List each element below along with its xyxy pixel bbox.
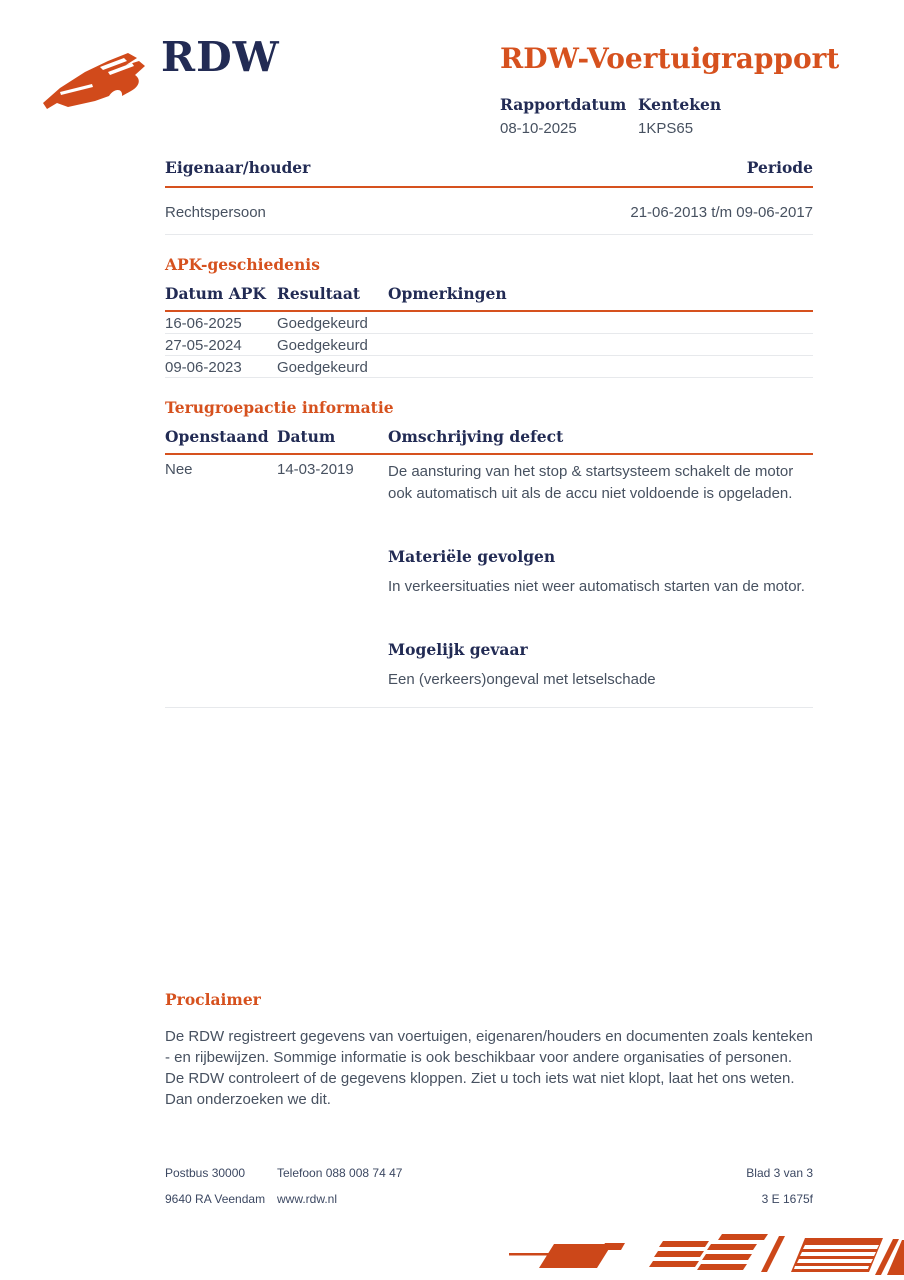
apk-date: 16-06-2025 (165, 315, 242, 332)
apk-result: Goedgekeurd (277, 359, 368, 376)
apk-remarks (388, 316, 813, 331)
report-date-value: 08-10-2025 (500, 120, 577, 137)
footer-website: www.rdw.nl (277, 1192, 338, 1206)
apk-col-remarks: Opmerkingen (388, 284, 507, 303)
apk-date: 27-05-2024 (165, 337, 242, 354)
owner-column-header: Eigenaar/houder (165, 158, 311, 177)
period-value: 21-06-2013 t/m 09-06-2017 (630, 204, 813, 221)
recall-defect-text: De aansturing van het stop & startsysteem schakelt de motor ook automatisch uit als de accu niet voldoende is opgeladen. (388, 463, 794, 502)
footer-address-line1: Postbus 30000 (165, 1166, 246, 1180)
recall-section (165, 398, 813, 708)
proclaimer-heading: Proclaimer (165, 990, 261, 1009)
apk-col-date: Datum APK (165, 284, 266, 303)
recall-col-defect: Omschrijving defect (388, 427, 564, 446)
period-column-header: Periode (746, 158, 813, 177)
proclaimer-section (165, 990, 813, 1110)
rdw-wordmark: RDW (161, 33, 280, 81)
owner-row (165, 188, 813, 235)
table-row (165, 455, 813, 708)
report-meta (500, 95, 721, 137)
license-plate-value: 1KPS65 (638, 120, 694, 137)
apk-history-heading: APK-geschiedenis (165, 255, 320, 274)
report-date-label: Rapportdatum (500, 95, 627, 114)
owner-section (165, 158, 813, 235)
recall-danger-text: Een (verkeers)ongeval met letselschade (388, 671, 656, 688)
table-row (165, 334, 813, 356)
footer-stripes-icon (509, 1230, 904, 1280)
apk-col-result: Resultaat (277, 284, 361, 303)
apk-result: Goedgekeurd (277, 315, 368, 332)
recall-col-open: Openstaand (165, 427, 269, 446)
recall-date-value: 14-03-2019 (277, 461, 354, 478)
apk-result: Goedgekeurd (277, 337, 368, 354)
recall-heading: Terugroepactie informatie (165, 398, 394, 417)
proclaimer-text: De RDW registreert gegevens van voertuigen, eigenaren/houders en documenten zoals kenteken - en rijbewijzen. Sommige informatie is ook beschikbaar voor andere organisaties of personen. De RDW controleert of de gegevens kloppen. Ziet u toch iets wat niet klopt, laat het ons weten. Dan onderzoeken we dit. (165, 1028, 813, 1108)
recall-danger-label: Mogelijk gevaar (388, 640, 528, 659)
apk-date: 09-06-2023 (165, 359, 242, 376)
footer-page-indicator: Blad 3 van 3 (746, 1166, 813, 1180)
owner-value: Rechtspersoon (165, 204, 266, 221)
rdw-wing-logo-icon (40, 50, 155, 121)
footer-phone: Telefoon 088 008 74 47 (277, 1166, 403, 1180)
table-row (165, 356, 813, 378)
recall-consequences-label: Materiële gevolgen (388, 547, 556, 566)
page-title: RDW-Voertuigrapport (500, 42, 840, 75)
recall-open-value: Nee (165, 461, 193, 478)
footer-address-line2: 9640 RA Veendam (165, 1192, 266, 1206)
apk-remarks (388, 338, 813, 353)
apk-history-section (165, 255, 813, 378)
table-row (165, 312, 813, 334)
recall-col-date: Datum (277, 427, 336, 446)
recall-consequences-text: In verkeersituaties niet weer automatisch starten van de motor. (388, 578, 805, 595)
license-plate-label: Kenteken (638, 95, 722, 114)
footer-form-code: 3 E 1675f (761, 1192, 813, 1206)
page-footer (165, 1166, 813, 1206)
apk-remarks (388, 360, 813, 375)
